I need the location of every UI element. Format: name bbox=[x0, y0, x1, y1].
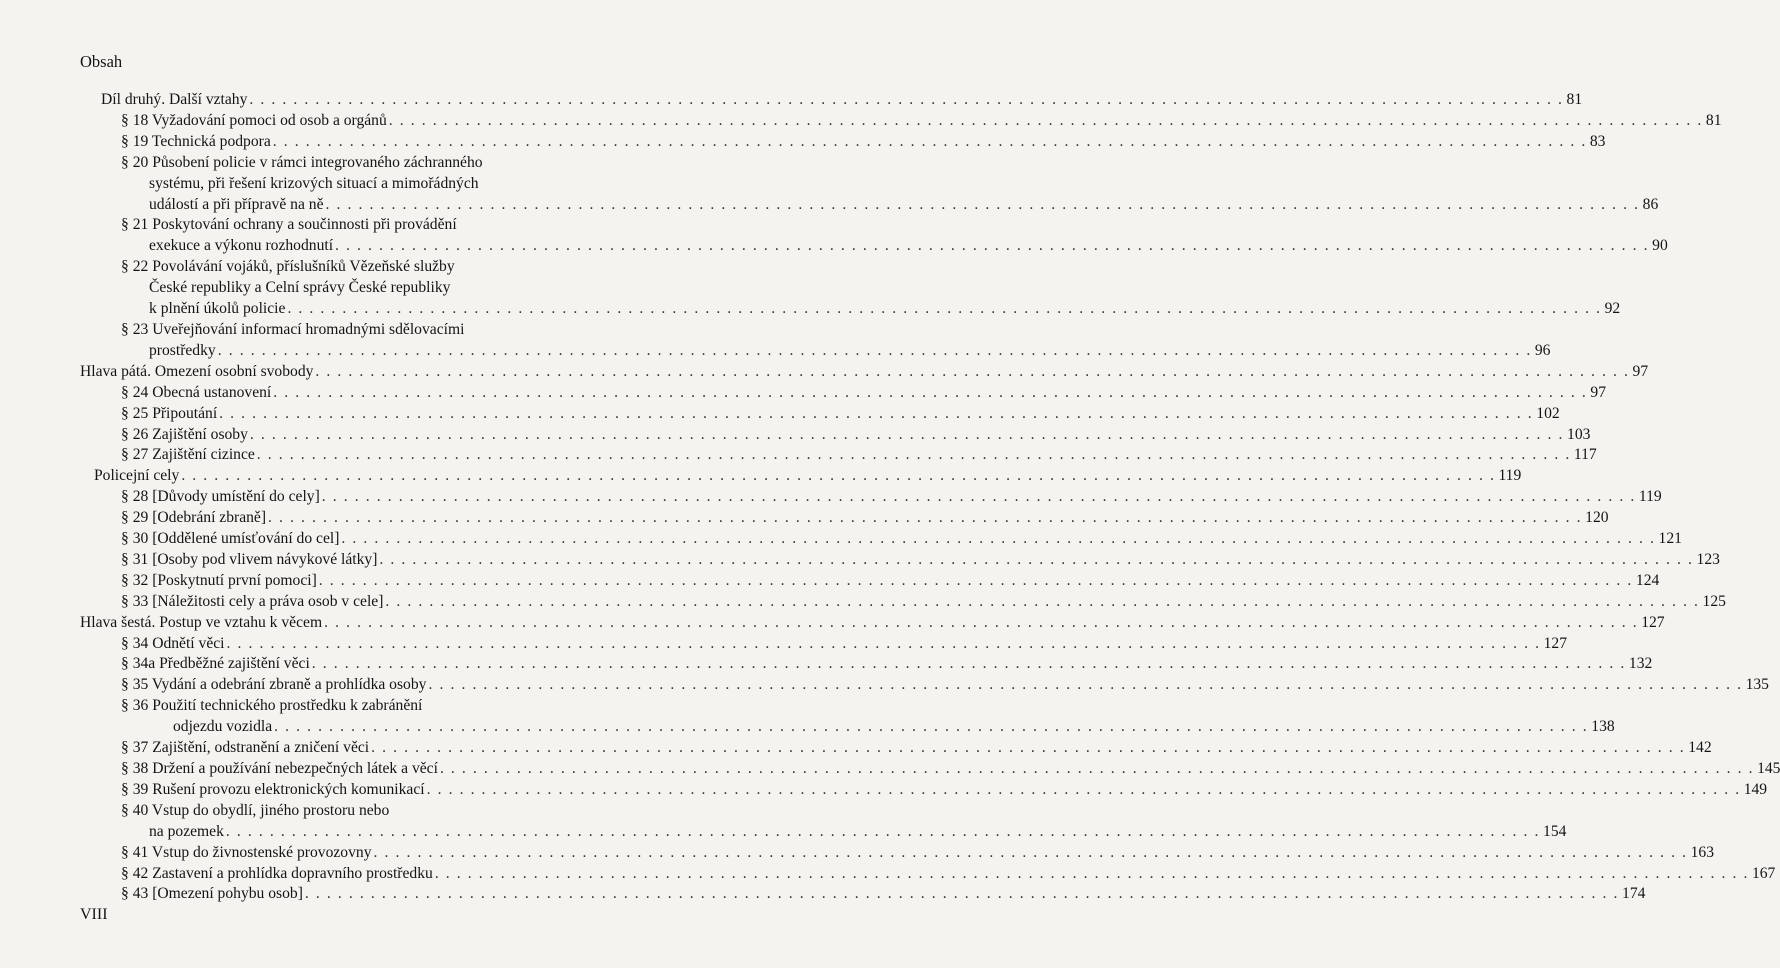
toc-entry bbox=[0, 843, 1715, 864]
toc-entry-text: na pozemek bbox=[149, 822, 224, 840]
toc-entry-text: § 29 [Odebrání zbraně] bbox=[121, 509, 267, 527]
toc-page-number: 163 bbox=[1690, 843, 1715, 861]
toc-page-number: 92 bbox=[1604, 300, 1621, 318]
toc-entry-text: k plnění úkolů policie bbox=[149, 300, 286, 318]
toc-entry-line bbox=[80, 362, 1649, 383]
toc-entry-text: § 36 Použití technického prostředku k zabránění bbox=[121, 697, 423, 715]
dot-leader: . . . . . . . . . . . . . . . . . . . . . . . . . . . . . . . . . . . . . . . . . . . . . . . . . . . . . . . . . . . . . . . . . . . . . . . . . . . . . . . . . . . . . . . . . . . . . . . . . . . . . . . . . . . . . . . . . . . . . . . . bbox=[341, 530, 1656, 548]
toc-entry-text: § 33 [Náležitosti cely a práva osob v cele] bbox=[121, 592, 384, 610]
toc-entry-text: § 22 Povolávání vojáků, příslušníků Vězeňské služby bbox=[121, 258, 455, 276]
toc-entry-text: odjezdu vozidla bbox=[173, 718, 273, 736]
toc-page-number: 120 bbox=[1585, 509, 1609, 527]
toc-entry-text: § 30 [Oddělené umísťování do cel] bbox=[121, 530, 340, 548]
dot-leader: . . . . . . . . . . . . . . . . . . . . . . . . . . . . . . . . . . . . . . . . . . . . . . . . . . . . . . . . . . . . . . . . . . . . . . . . . . . . . . . . . . . . . . . . . . . . . . . . . . . . . . . . . . . . . . . . . . . . . . . . bbox=[321, 488, 1636, 506]
toc-entry-text: exekuce a výkonu rozhodnutí bbox=[149, 237, 334, 255]
toc-entry bbox=[0, 738, 1712, 759]
toc-entry bbox=[0, 445, 1597, 466]
toc-entry-line bbox=[121, 654, 1653, 675]
toc-entry-line bbox=[121, 738, 1712, 759]
dot-leader: . . . . . . . . . . . . . . . . . . . . . . . . . . . . . . . . . . . . . . . . . . . . . . . . . . . . . . . . . . . . . . . . . . . . . . . . . . . . . . . . . . . . . . . . . . . . . . . . . . . . . . . . . . . . . . . . . . . . . . . . bbox=[256, 446, 1571, 464]
toc-entry bbox=[0, 780, 1768, 801]
dot-leader: . . . . . . . . . . . . . . . . . . . . . . . . . . . . . . . . . . . . . . . . . . . . . . . . . . . . . . . . . . . . . . . . . . . . . . . . . . . . . . . . . . . . . . . . . . . . . . . . . . . . . . . . . . . . . . . . . . . . . . . . bbox=[373, 843, 1688, 861]
dot-leader: . . . . . . . . . . . . . . . . . . . . . . . . . . . . . . . . . . . . . . . . . . . . . . . . . . . . . . . . . . . . . . . . . . . . . . . . . . . . . . . . . . . . . . . . . . . . . . . . . . . . . . . . . . . . . . . . . . . . . . . . bbox=[388, 111, 1703, 129]
toc-entry-text: Díl druhý. Další vztahy bbox=[101, 91, 248, 108]
dot-leader: . . . . . . . . . . . . . . . . . . . . . . . . . . . . . . . . . . . . . . . . . . . . . . . . . . . . . . . . . . . . . . . . . . . . . . . . . . . . . . . . . . . . . . . . . . . . . . . . . . . . . . . . . . . . . . . . . . . . . . . . bbox=[287, 300, 1602, 318]
toc-entry-text: § 42 Zastavení a prohlídka dopravního prostředku bbox=[121, 864, 433, 882]
toc-entry bbox=[0, 320, 1551, 362]
toc-page-number: 97 bbox=[1632, 362, 1649, 380]
dot-leader: . . . . . . . . . . . . . . . . . . . . . . . . . . . . . . . . . . . . . . . . . . . . . . . . . . . . . . . . . . . . . . . . . . . . . . . . . . . . . . . . . . . . . . . . . . . . . . . . . . . . . . . . . . . . . . . . . . . . . . . . bbox=[371, 739, 1686, 757]
toc-entry bbox=[0, 508, 1609, 529]
toc-entry-line bbox=[121, 843, 1715, 864]
toc-entry-line bbox=[121, 132, 1606, 153]
toc-entry-text: § 26 Zajištění osoby bbox=[121, 425, 248, 443]
dot-leader: . . . . . . . . . . . . . . . . . . . . . . . . . . . . . . . . . . . . . . . . . . . . . . . . . . . . . . . . . . . . . . . . . . . . . . . . . . . . . . . . . . . . . . . . . . . . . . . . . . . . . . . . . . . . . . . . . . . . . . . . bbox=[272, 132, 1587, 150]
toc-entry-line bbox=[80, 613, 1665, 634]
toc-entry-line bbox=[121, 717, 1615, 738]
toc-entry bbox=[0, 550, 1720, 571]
toc-entry-text: § 18 Vyžadování pomoci od osob a orgánů bbox=[121, 111, 387, 129]
toc-entry-text: § 34 Odnětí věci bbox=[121, 634, 225, 652]
running-header: Obsah bbox=[80, 52, 123, 71]
toc-page-number: 117 bbox=[1573, 446, 1597, 464]
toc-entry-text: § 39 Rušení provozu elektronických komunikací bbox=[121, 780, 425, 798]
toc-page-number: 124 bbox=[1635, 571, 1660, 589]
toc-entry-line bbox=[121, 822, 1567, 843]
dot-leader: . . . . . . . . . . . . . . . . . . . . . . . . . . . . . . . . . . . . . . . . . . . . . . . . . . . . . . . . . . . . . . . . . . . . . . . . . . . . . . . . . . . . . . . . . . . . . . . . . . . . . . . . . . . . . . . . . . . . . . . . bbox=[225, 822, 1541, 840]
toc-page-number: 135 bbox=[1745, 676, 1769, 694]
toc-entry-text: systému, při řešení krizových situací a mimořádných bbox=[149, 174, 479, 192]
toc-entry-text: § 43 [Omezení pohybu osob] bbox=[121, 885, 303, 903]
toc-page-number: 125 bbox=[1702, 592, 1726, 610]
toc-page-number: 167 bbox=[1751, 864, 1776, 882]
toc-entry bbox=[0, 884, 1646, 905]
dot-leader: . . . . . . . . . . . . . . . . . . . . . . . . . . . . . . . . . . . . . . . . . . . . . . . . . . . . . . . . . . . . . . . . . . . . . . . . . . . . . . . . . . . . . . . . . . . . . . . . . . . . . . . . . . . . . . . . . . . . . . . . bbox=[385, 592, 1700, 610]
dot-leader: . . . . . . . . . . . . . . . . . . . . . . . . . . . . . . . . . . . . . . . . . . . . . . . . . . . . . . . . . . . . . . . . . . . . . . . . . . . . . . . . . . . . . . . . . . . . . . . . . . . . . . . . . . . . . . . . . . . . . . . . bbox=[311, 655, 1626, 673]
toc-entry-line bbox=[121, 592, 1726, 613]
toc-entry bbox=[0, 654, 1653, 675]
toc-page-number: 142 bbox=[1688, 739, 1712, 757]
dot-leader: . . . . . . . . . . . . . . . . . . . . . . . . . . . . . . . . . . . . . . . . . . . . . . . . . . . . . . . . . . . . . . . . . . . . . . . . . . . . . . . . . . . . . . . . . . . . . . . . . . . . . . . . . . . . . . . . . . . . . . . . bbox=[439, 760, 1755, 777]
toc-entry bbox=[0, 153, 1659, 216]
toc-entry bbox=[0, 634, 1568, 655]
toc-entry bbox=[0, 362, 1649, 383]
toc-entry bbox=[0, 257, 1621, 320]
toc-entry-line bbox=[121, 236, 1668, 257]
toc-entry-text: § 23 Uveřejňování informací hromadnými sdělovacími bbox=[121, 320, 465, 338]
toc-page-number: 97 bbox=[1590, 383, 1606, 401]
toc-page-number: 174 bbox=[1622, 885, 1646, 903]
toc-page-number: 81 bbox=[1566, 91, 1583, 108]
toc-entry-line bbox=[121, 780, 1768, 801]
toc-entry bbox=[0, 592, 1726, 613]
toc-entry bbox=[0, 487, 1662, 508]
toc-entry-line bbox=[121, 550, 1720, 571]
toc-entry bbox=[0, 132, 1606, 153]
toc-entry-line bbox=[101, 90, 1583, 111]
toc-entry bbox=[0, 466, 1522, 487]
toc-entry-line bbox=[121, 299, 1621, 320]
dot-leader: . . . . . . . . . . . . . . . . . . . . . . . . . . . . . . . . . . . . . . . . . . . . . . . . . . . . . . . . . . . . . . . . . . . . . . . . . . . . . . . . . . . . . . . . . . . . . . . . . . . . . . . . . . . . . . . . . . . . . . . . bbox=[335, 237, 1650, 255]
dot-leader: . . . . . . . . . . . . . . . . . . . . . . . . . . . . . . . . . . . . . . . . . . . . . . . . . . . . . . . . . . . . . . . . . . . . . . . . . . . . . . . . . . . . . . . . . . . . . . . . . . . . . . . . . . . . . . . . . . . . . . . . bbox=[315, 362, 1630, 380]
toc-page-number: 119 bbox=[1498, 467, 1522, 485]
toc-entry bbox=[0, 404, 1560, 425]
toc-entry-text: § 27 Zajištění cizince bbox=[121, 446, 255, 464]
toc-entry-text: § 35 Vydání a odebrání zbraně a prohlídka osoby bbox=[121, 676, 427, 694]
toc-page-number: 149 bbox=[1743, 780, 1768, 798]
dot-leader: . . . . . . . . . . . . . . . . . . . . . . . . . . . . . . . . . . . . . . . . . . . . . . . . . . . . . . . . . . . . . . . . . . . . . . . . . . . . . . . . . . . . . . . . . . . . . . . . . . . . . . . . . . . . . . . . . . . . . . . . bbox=[379, 550, 1694, 568]
toc-entry-text: událostí a při přípravě na ně bbox=[149, 195, 324, 213]
toc-entry-text: § 21 Poskytování ochrany a součinnosti při provádění bbox=[121, 216, 457, 234]
dot-leader: . . . . . . . . . . . . . . . . . . . . . . . . . . . . . . . . . . . . . . . . . . . . . . . . . . . . . . . . . . . . . . . . . . . . . . . . . . . . . . . . . . . . . . . . . . . . . . . . . . . . . . . . . . . . . . . . . . . . . . . . bbox=[325, 195, 1640, 213]
toc-entry-text: § 34a Předběžné zajištění věci bbox=[121, 655, 310, 673]
toc-entry bbox=[0, 571, 1660, 592]
dot-leader: . . . . . . . . . . . . . . . . . . . . . . . . . . . . . . . . . . . . . . . . . . . . . . . . . . . . . . . . . . . . . . . . . . . . . . . . . . . . . . . . . . . . . . . . . . . . . . . . . . . . . . . . . . . . . . . . . . . . . . . . bbox=[219, 404, 1534, 422]
toc-entry-line bbox=[121, 404, 1560, 425]
toc-page-number: 83 bbox=[1589, 132, 1606, 150]
toc-entry-text: § 19 Technická podpora bbox=[121, 132, 271, 150]
toc-entry-text: § 31 [Osoby pod vlivem návykové látky] bbox=[121, 550, 378, 568]
dot-leader: . . . . . . . . . . . . . . . . . . . . . . . . . . . . . . . . . . . . . . . . . . . . . . . . . . . . . . . . . . . . . . . . . . . . . . . . . . . . . . . . . . . . . . . . . . . . . . . . . . . . . . . . . . . . . . . . . . . . . . . . bbox=[226, 634, 1541, 652]
toc-entry bbox=[0, 425, 1591, 446]
toc-page-number: 127 bbox=[1543, 634, 1568, 652]
toc-entry-text: § 38 Držení a používání nebezpečných látek a věcí bbox=[121, 760, 438, 777]
toc-entry bbox=[0, 864, 1776, 885]
toc-entry-text: Policejní cely bbox=[94, 467, 180, 485]
toc-entry bbox=[0, 111, 1722, 132]
toc-entry-text: § 20 Působení policie v rámci integrovaného záchranného bbox=[121, 153, 483, 171]
toc-entry-text: Hlava šestá. Postup ve vztahu k věcem bbox=[80, 613, 323, 631]
dot-leader: . . . . . . . . . . . . . . . . . . . . . . . . . . . . . . . . . . . . . . . . . . . . . . . . . . . . . . . . . . . . . . . . . . . . . . . . . . . . . . . . . . . . . . . . . . . . . . . . . . . . . . . . . . . . . . . . . . . . . . . . bbox=[304, 885, 1620, 903]
table-of-contents bbox=[0, 90, 1780, 905]
toc-page-number: 138 bbox=[1591, 718, 1615, 736]
toc-entry-line bbox=[121, 529, 1682, 550]
toc-page-number: 121 bbox=[1658, 530, 1682, 548]
toc-entry bbox=[0, 529, 1682, 550]
toc-entry-line bbox=[94, 466, 1522, 487]
toc-entry-line bbox=[121, 383, 1606, 404]
toc-page-number: 96 bbox=[1534, 341, 1551, 359]
toc-entry-line bbox=[121, 884, 1646, 905]
dot-leader: . . . . . . . . . . . . . . . . . . . . . . . . . . . . . . . . . . . . . . . . . . . . . . . . . . . . . . . . . . . . . . . . . . . . . . . . . . . . . . . . . . . . . . . . . . . . . . . . . . . . . . . . . . . . . . . . . . . . . . . . bbox=[426, 780, 1741, 798]
toc-entry bbox=[0, 215, 1668, 257]
dot-leader: . . . . . . . . . . . . . . . . . . . . . . . . . . . . . . . . . . . . . . . . . . . . . . . . . . . . . . . . . . . . . . . . . . . . . . . . . . . . . . . . . . . . . . . . . . . . . . . . . . . . . . . . . . . . . . . . . . . . . . . . bbox=[249, 91, 1564, 108]
toc-entry bbox=[0, 675, 1769, 696]
toc-entry-text: § 32 [Poskytnutí první pomoci] bbox=[121, 571, 317, 589]
toc-page-number: 127 bbox=[1641, 613, 1665, 631]
toc-entry-text: § 40 Vstup do obydlí, jiného prostoru nebo bbox=[121, 801, 390, 819]
toc-entry-text: § 41 Vstup do živnostenské provozovny bbox=[121, 843, 372, 861]
toc-entry-text: § 37 Zajištění, odstranění a zničení věci bbox=[121, 739, 370, 757]
toc-entry bbox=[0, 801, 1567, 843]
toc-entry bbox=[0, 759, 1780, 780]
page-number: VIII bbox=[80, 906, 108, 923]
toc-page-number: 145 bbox=[1757, 760, 1780, 777]
toc-page-number: 90 bbox=[1652, 237, 1668, 255]
toc-page-number: 102 bbox=[1536, 404, 1560, 422]
toc-entry-line bbox=[121, 571, 1660, 592]
dot-leader: . . . . . . . . . . . . . . . . . . . . . . . . . . . . . . . . . . . . . . . . . . . . . . . . . . . . . . . . . . . . . . . . . . . . . . . . . . . . . . . . . . . . . . . . . . . . . . . . . . . . . . . . . . . . . . . . . . . . . . . . bbox=[428, 676, 1743, 694]
toc-page-number: 119 bbox=[1638, 488, 1662, 506]
toc-entry-text: § 24 Obecná ustanovení bbox=[121, 383, 272, 401]
toc-entry-line bbox=[121, 864, 1776, 885]
dot-leader: . . . . . . . . . . . . . . . . . . . . . . . . . . . . . . . . . . . . . . . . . . . . . . . . . . . . . . . . . . . . . . . . . . . . . . . . . . . . . . . . . . . . . . . . . . . . . . . . . . . . . . . . . . . . . . . . . . . . . . . . bbox=[249, 425, 1565, 443]
toc-entry-line bbox=[121, 759, 1780, 780]
toc-entry-text: § 25 Připoutání bbox=[121, 404, 218, 422]
toc-entry-line bbox=[121, 508, 1609, 529]
dot-leader: . . . . . . . . . . . . . . . . . . . . . . . . . . . . . . . . . . . . . . . . . . . . . . . . . . . . . . . . . . . . . . . . . . . . . . . . . . . . . . . . . . . . . . . . . . . . . . . . . . . . . . . . . . . . . . . . . . . . . . . . bbox=[434, 864, 1749, 882]
dot-leader: . . . . . . . . . . . . . . . . . . . . . . . . . . . . . . . . . . . . . . . . . . . . . . . . . . . . . . . . . . . . . . . . . . . . . . . . . . . . . . . . . . . . . . . . . . . . . . . . . . . . . . . . . . . . . . . . . . . . . . . . bbox=[217, 341, 1532, 359]
toc-page-number: 103 bbox=[1567, 425, 1591, 443]
toc-entry bbox=[0, 613, 1665, 634]
toc-entry bbox=[0, 90, 1583, 111]
toc-entry-line bbox=[121, 634, 1568, 655]
toc-entry bbox=[0, 696, 1615, 738]
toc-entry-text: České republiky a Celní správy České republiky bbox=[149, 279, 451, 297]
toc-entry-line bbox=[121, 487, 1662, 508]
toc-entry-line bbox=[121, 341, 1551, 362]
toc-page-number: 81 bbox=[1705, 111, 1722, 129]
toc-page-number: 132 bbox=[1628, 655, 1653, 673]
toc-entry-line bbox=[121, 425, 1591, 446]
dot-leader: . . . . . . . . . . . . . . . . . . . . . . . . . . . . . . . . . . . . . . . . . . . . . . . . . . . . . . . . . . . . . . . . . . . . . . . . . . . . . . . . . . . . . . . . . . . . . . . . . . . . . . . . . . . . . . . . . . . . . . . . bbox=[268, 509, 1583, 527]
toc-entry-line bbox=[121, 195, 1659, 216]
toc-page-number: 154 bbox=[1543, 822, 1567, 840]
dot-leader: . . . . . . . . . . . . . . . . . . . . . . . . . . . . . . . . . . . . . . . . . . . . . . . . . . . . . . . . . . . . . . . . . . . . . . . . . . . . . . . . . . . . . . . . . . . . . . . . . . . . . . . . . . . . . . . . . . . . . . . . bbox=[318, 571, 1633, 589]
dot-leader: . . . . . . . . . . . . . . . . . . . . . . . . . . . . . . . . . . . . . . . . . . . . . . . . . . . . . . . . . . . . . . . . . . . . . . . . . . . . . . . . . . . . . . . . . . . . . . . . . . . . . . . . . . . . . . . . . . . . . . . . bbox=[324, 613, 1639, 631]
toc-page-number: 123 bbox=[1696, 550, 1720, 568]
dot-leader: . . . . . . . . . . . . . . . . . . . . . . . . . . . . . . . . . . . . . . . . . . . . . . . . . . . . . . . . . . . . . . . . . . . . . . . . . . . . . . . . . . . . . . . . . . . . . . . . . . . . . . . . . . . . . . . . . . . . . . . . bbox=[274, 718, 1589, 736]
toc-entry-line bbox=[121, 675, 1769, 696]
toc-entry-text: Hlava pátá. Omezení osobní svobody bbox=[80, 362, 314, 380]
toc-entry bbox=[0, 383, 1606, 404]
dot-leader: . . . . . . . . . . . . . . . . . . . . . . . . . . . . . . . . . . . . . . . . . . . . . . . . . . . . . . . . . . . . . . . . . . . . . . . . . . . . . . . . . . . . . . . . . . . . . . . . . . . . . . . . . . . . . . . . . . . . . . . . bbox=[181, 467, 1496, 485]
dot-leader: . . . . . . . . . . . . . . . . . . . . . . . . . . . . . . . . . . . . . . . . . . . . . . . . . . . . . . . . . . . . . . . . . . . . . . . . . . . . . . . . . . . . . . . . . . . . . . . . . . . . . . . . . . . . . . . . . . . . . . . . bbox=[273, 383, 1588, 401]
toc-page-number: 86 bbox=[1642, 195, 1659, 213]
toc-entry-line bbox=[121, 445, 1597, 466]
toc-entry-line bbox=[121, 111, 1722, 132]
toc-entry-text: prostředky bbox=[149, 341, 216, 359]
toc-entry-text: § 28 [Důvody umístění do cely] bbox=[121, 488, 320, 506]
